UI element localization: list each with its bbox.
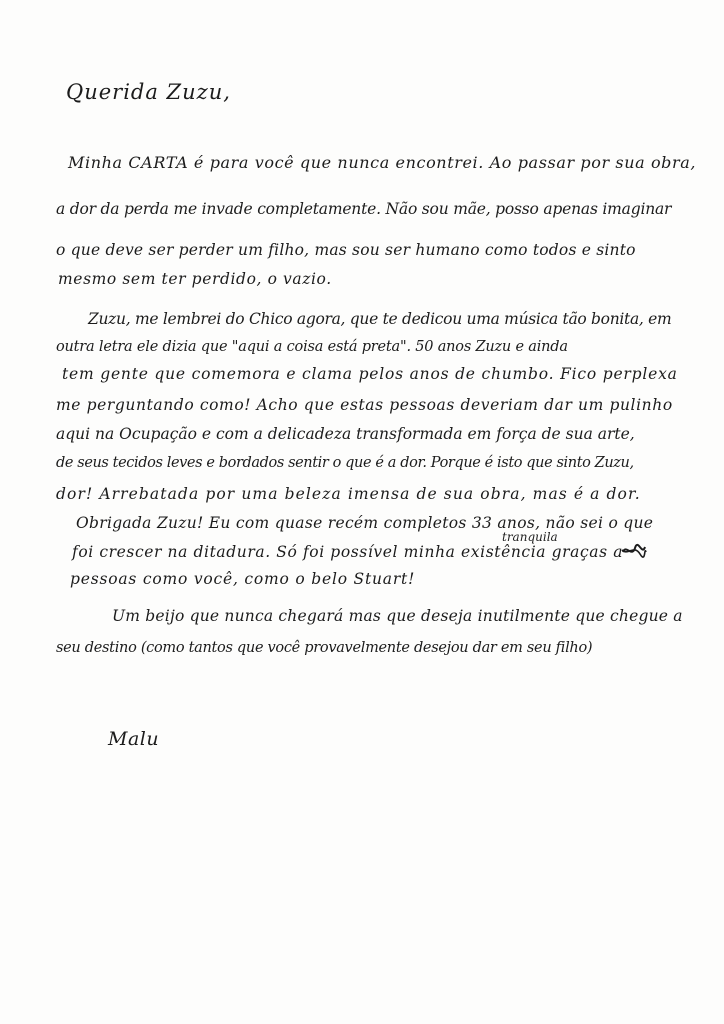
greeting: Querida Zuzu, — [66, 80, 231, 104]
paragraph-2-line-6: de seus tecidos leves e bordados sentir o que é a dor. Porque é isto que sinto Zuzu, — [56, 455, 634, 471]
paragraph-2-line-4: me perguntando como! Acho que estas pessoas deveriam dar um pulinho — [56, 396, 673, 414]
signature: Malu — [108, 728, 160, 750]
paragraph-3-line-3: pessoas como você, como o belo Stuart! — [70, 570, 416, 588]
paragraph-1-line-4: mesmo sem ter perdido, o vazio. — [58, 270, 332, 288]
paragraph-4-line-1: Um beijo que nunca chegará mas que deseja inutilmente que chegue a — [112, 607, 683, 625]
insertion-above-line: tranquila — [502, 530, 558, 544]
paragraph-1-line-3: o que deve ser perder um filho, mas sou ser humano como todos e sinto — [56, 241, 636, 259]
paragraph-4-line-2: seu destino (como tantos que você provavelmente desejou dar em seu filho) — [56, 640, 593, 656]
paragraph-1-line-2: a dor da perda me invade completamente. Não sou mãe, posso apenas imaginar — [56, 200, 672, 218]
paragraph-2-line-5: aqui na Ocupação e com a delicadeza transformada em força de sua arte, — [56, 425, 635, 443]
paragraph-2-line-1: Zuzu, me lembrei do Chico agora, que te dedicou uma música tão bonita, em — [88, 310, 672, 328]
paragraph-3-line-2: foi crescer na ditadura. Só foi possível minha existência graças a — [72, 543, 624, 561]
paragraph-2-line-3: tem gente que comemora e clama pelos anos de chumbo. Fico perplexa — [62, 365, 678, 383]
crossed-out-scribble — [620, 542, 648, 560]
paragraph-2-line-2: outra letra ele dizia que "aqui a coisa está preta". 50 anos Zuzu e ainda — [56, 339, 568, 355]
paragraph-2-line-7: dor! Arrebatada por uma beleza imensa de sua obra, mas é a dor. — [56, 485, 641, 503]
paragraph-1-line-1: Minha CARTA é para você que nunca encontrei. Ao passar por sua obra, — [68, 153, 697, 172]
paragraph-3-line-1: Obrigada Zuzu! Eu com quase recém completos 33 anos, não sei o que — [76, 514, 654, 532]
